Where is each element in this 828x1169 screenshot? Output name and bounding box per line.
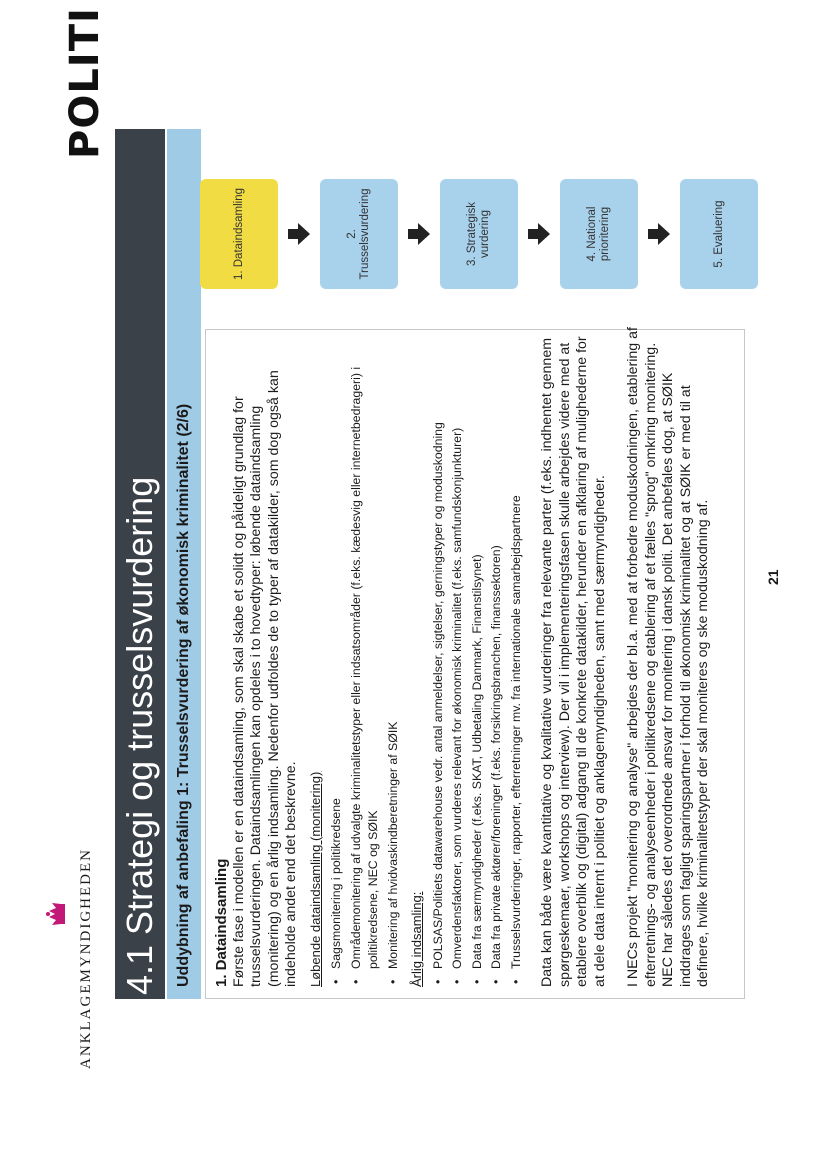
arrow-down-icon [528, 223, 550, 245]
process-step-dataindsamling: 1. Dataindsamling [200, 179, 278, 289]
intro-paragraph: Første fase i modellen er en dataindsamling, som skal skabe et solidt og påideligt grundlag for trusselsvurderingen. Dataindsamlingen kan opdeles i to hovedtyper: løbende dataindsamling (monitering) og en årlig indsamling. Nedenfor udfoldes de to typer af datakilder, som dog også kan indeholde andet end det beskrevne. [230, 370, 299, 987]
page-title: 4.1 Strategi og trusselsvurdering [119, 476, 160, 995]
section-title-annual: Årlig indsamling: [409, 891, 424, 987]
page-subtitle: Uddybning af anbefaling 1: Trusselsvurdering af økonomisk kriminalitet (2/6) [175, 403, 192, 987]
list-item: • Monitering af hvidvaskindberetninger af SØIK [385, 327, 403, 987]
list-item: • Data fra private aktører/foreninger (f.eks. forsikringsbranchen, finanssektoren) [488, 327, 506, 987]
arrow-down-icon [648, 223, 670, 245]
process-step-national-prioritering: 4. National prioritering [560, 179, 638, 289]
page-number: 21 [765, 569, 781, 585]
section-heading: 1. Dataindsamling [213, 858, 230, 987]
section-title-ongoing: Løbende dataindsamling (monitering) [307, 771, 323, 987]
process-step-trusselsvurdering: 2. Trusselsvurdering [320, 179, 398, 289]
list-item: • Data fra særmyndigheder (f.eks. SKAT, Udbetaling Danmark, Finanstilsynet) [469, 327, 487, 987]
arrow-down-icon [288, 223, 310, 245]
arrow-down-icon [408, 223, 430, 245]
list-item: • Sagsmonitering i politikredsene [328, 327, 346, 987]
paragraph-nec: I NECs projekt "monitering og analyse" arbejdes der bl.a. med at forbedre moduskodningen, etablering af efterretnings- og analyseenheder i politikredsene og etablering af et fælles "sprog" omkring monitering. NEC har således det overordnede ansvar for monitering i dansk politi. Det anbefales dog, at SØIK inddrages som fagligt sparingspartner i forhold til økonomisk kriminalitet og at SØIK er med til at definere, hvilke kriminalitetstyper der skal moniteres og ske moduskodning af. [625, 327, 711, 987]
list-item: • Omverdensfaktorer, som vurderes relevant for økonomisk kriminalitet (f.eks. samfundskonjunkturer) [449, 327, 467, 987]
content-area [213, 327, 713, 987]
list-item: • Trusselsvurderinger, rapporter, efterretninger mv. fra internationale samarbejdspartnere [508, 327, 526, 987]
agency-name: ANKLAGEMYNDIGHEDEN [78, 848, 94, 1069]
annual-list [430, 327, 526, 987]
list-item: • POLSAS/Politiets datawarehouse vedr. antal anmeldelser, sigtelser, gerningstyper og moduskodning [430, 327, 448, 987]
list-item: • Områdemonitering af udvalgte kriminalitetstyper eller indsatsområder (f.eks. kædesvig eller internetbedrageri) i politikredsene, NEC og SØIK [348, 327, 383, 987]
process-step-strategisk-vurdering: 3. Strategisk vurdering [440, 179, 518, 289]
paragraph-data: Data kan både være kvantitative og kvalitative vurderinger fra relevante parter (f.eks. indhentet gennem spørgeskemaer, workshops og interview). Der vil i implementeringsfasen skulle arbejdes videre med at etablere overblik og (digital) adgang til de konkrete datakilder, herunder en afklaring af mulighederne for at dele data internt i politiet og anklagemyndigheden, samt med særmyndigheder. [539, 336, 608, 987]
ongoing-list [328, 327, 402, 987]
process-step-evaluering: 5. Evaluering [680, 179, 758, 289]
politi-logo: POLITI [62, 7, 108, 159]
crown-logo-icon [45, 901, 67, 927]
